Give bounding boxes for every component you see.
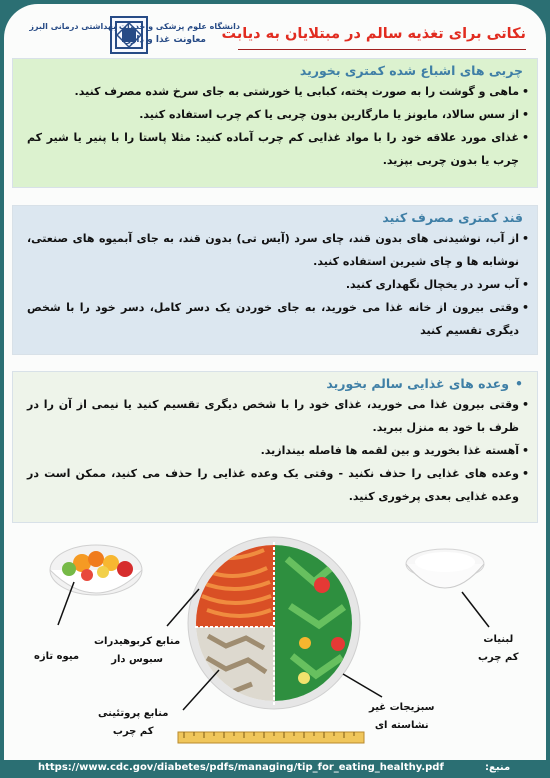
vegetables-caption-text: سبزیجات غیر نشاسته ای — [369, 702, 435, 731]
protein-caption-text: منابع پروتئینی کم چرب — [98, 708, 169, 737]
list-item: • ماهی و گوشت را به صورت پخته، کبابی یا خورشتی به جای سرخ شده مصرف کنید. — [27, 80, 519, 103]
tips-list — [13, 227, 537, 342]
page-title: نکاتی برای تغذیه سالم در مبتلایان به دیابت — [221, 26, 526, 42]
section-healthy-meals — [12, 371, 538, 523]
section-heading-text: وعده های غذایی سالم بخورید — [326, 376, 509, 391]
heading-bullet-icon: • — [515, 376, 523, 391]
yogurt-bowl-icon — [406, 549, 484, 588]
ruler-icon — [178, 732, 364, 743]
list-item: • وقتی بیرون از خانه غذا می خورید، به جای خوردن یک دسر کامل، دسر خود را با شخص دیگری تقسیم کنید — [27, 296, 519, 342]
dairy-caption-text: لبنیات کم چرب — [478, 634, 519, 663]
section-saturated-fat — [12, 58, 538, 188]
section-heading: چربی های اشباع شده کمتری بخورید — [299, 63, 523, 78]
carbs-caption — [94, 633, 180, 669]
list-item: • غذای مورد علاقه خود را با مواد غذایی کم چرب آماده کنید: مثلا پاستا را با پنیر یا شیر کم چرب یا بدون چربی بپزید. — [27, 126, 519, 172]
dairy-caption — [478, 631, 519, 667]
section-less-sugar — [12, 205, 538, 355]
department-name: معاونت غذا و دارو — [125, 35, 206, 45]
source-footer — [0, 760, 550, 778]
list-item: • از سس سالاد، مایونز یا مارگارین بدون چربی یا کم چرب استفاده کنید. — [27, 103, 519, 126]
main-plate-icon — [188, 537, 360, 709]
tips-list — [13, 393, 537, 508]
source-label: :منبع — [485, 762, 511, 773]
fruit-caption: میوه تازه — [34, 651, 80, 662]
list-item: • وعده های غذایی را حذف نکنید - وقتی یک وعده غذایی را حذف می کنید، ممکن است در وعده غذایی بعدی پرخوری کنید. — [27, 462, 519, 508]
fruit-bowl-icon — [50, 545, 142, 595]
section-heading: قند کمتری مصرف کنید — [382, 210, 523, 225]
food-plate-graphic — [12, 524, 538, 760]
protein-caption — [98, 705, 168, 741]
header — [0, 10, 550, 52]
vegetables-caption — [369, 699, 435, 735]
list-item: • آب سرد در یخچال نگهداری کنید. — [27, 273, 519, 296]
list-item: • از آب، نوشیدنی های بدون قند، چای سرد (آیس تی) بدون قند، به جای آبمیوه های صنعتی، نوشابه ها و چای شیرین استفاده کنید. — [27, 227, 519, 273]
tips-list — [13, 80, 537, 172]
source-url[interactable]: https://www.cdc.gov/diabetes/pdfs/managing/tip_for_eating_healthy.pdf — [38, 762, 444, 773]
plate-illustration — [12, 524, 538, 760]
list-item: • وقتی بیرون غذا می خورید، غذای خود را با شخص دیگری تقسیم کنید یا نیمی از آن را در ظرف با خود به منزل ببرید. — [27, 393, 519, 439]
section-heading — [13, 376, 523, 391]
carbs-caption-text: منابع کربوهیدرات سبوس دار — [94, 636, 181, 665]
title-underline — [238, 49, 526, 50]
organization-name: دانشگاه علوم پزشکی و خدمات بهداشتی درمانی البرز — [29, 22, 240, 31]
list-item: • آهسته غذا بخورید و بین لقمه ها فاصله بیندازید. — [27, 439, 519, 462]
